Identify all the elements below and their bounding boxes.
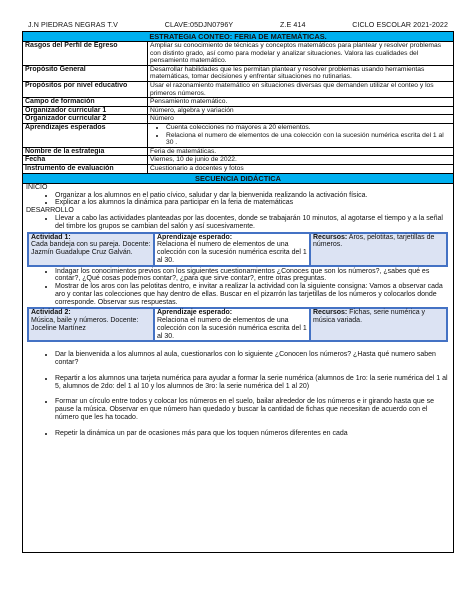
info-value: Viernes, 10 de junio de 2022. xyxy=(148,156,454,165)
info-row xyxy=(23,123,454,147)
info-label: Rasgos del Perfil de Egreso xyxy=(23,42,148,66)
activity-2-table xyxy=(27,307,448,342)
activity-1-row xyxy=(28,233,447,266)
info-value xyxy=(148,123,454,147)
info-value: Cuestionario a docentes y fotos xyxy=(148,164,454,173)
activity-2-learning-cell xyxy=(154,308,310,341)
inicio-item: • Organizar a los alumnos en el patio cívico, saludar y dar la bienvenida realizando la activación física. xyxy=(55,192,453,200)
info-label: Propósitos por nivel educativo xyxy=(23,81,148,97)
document-header xyxy=(22,20,454,31)
activity-1-learning: Relaciona el numero de elementos de una colección con la sucesión numérica escrita del 1 al 30. xyxy=(157,241,307,264)
strategy-banner: ESTRATEGIA CONTEO: FERIA DE MATEMÁTICAS. xyxy=(22,31,454,41)
inicio-list xyxy=(23,192,453,208)
info-value: Pensamiento matemático. xyxy=(148,98,454,107)
final-item: • Dar la bienvenida a los alumnos al aula, cuestionarlos con lo siguiente ¿Conocen los números? ¿Hasta qué numero saben contar? xyxy=(55,351,453,367)
activity-2-resources-cell xyxy=(310,308,447,341)
activity-1-desc: Cada bandeja con su pareja. Docente: Jazmín Guadalupe Cruz Galván. xyxy=(31,241,151,257)
school-zone: Z.E 414 xyxy=(279,21,306,29)
info-row xyxy=(23,164,454,173)
activity-1-learning-title: Aprendizaje esperado: xyxy=(157,233,233,241)
info-label: Instrumento de evaluación xyxy=(23,164,148,173)
mid-list xyxy=(23,268,453,307)
activity-1-title: Actividad 1: xyxy=(31,233,71,241)
school-name: J.N PIEDRAS NEGRAS T.V xyxy=(28,21,118,29)
strategy-info-table xyxy=(22,41,454,174)
info-row xyxy=(23,42,454,66)
inicio-item: • Explicar a los alumnos la dinámica para participar en la feria de matemáticas xyxy=(55,199,453,207)
activity-2-row xyxy=(28,308,447,341)
desarrollo-list xyxy=(23,215,453,231)
activity-1-table xyxy=(27,232,448,267)
school-cycle: CICLO ESCOLAR 2021-2022 xyxy=(352,21,448,29)
final-list xyxy=(23,351,453,437)
final-item: • Repetir la dinámica un par de ocasiones más para que los toquen números diferentes en cada xyxy=(55,430,453,438)
activity-2-desc: Música, baile y números. Docente: Joceline Martínez xyxy=(31,317,139,332)
activity-2-resources-title: Recursos: xyxy=(313,309,348,317)
info-value: Número, algebra y variación xyxy=(148,106,454,115)
phase-desarrollo-label: DESARROLLO xyxy=(26,207,74,215)
info-label: Organizador curricular 2 xyxy=(23,115,148,124)
info-row xyxy=(23,98,454,107)
mid-item: • Indagar los conocimientos previos con los siguientes cuestionamientos ¿Conoces que son los números?, ¿sabes qué es contar?, ¿Qué cosas podemos contar?, ¿para que sirve contar?, entre otras preguntas. xyxy=(55,268,453,284)
info-row xyxy=(23,106,454,115)
phase-inicio-label: INICIO xyxy=(26,183,48,191)
info-value: Feria de matemáticas. xyxy=(148,147,454,156)
info-label: Aprendizajes esperados xyxy=(23,123,148,147)
activity-2-resources: Fichas, serie numérica y música variada. xyxy=(313,309,426,325)
info-label: Propósito General xyxy=(23,65,148,81)
mid-item: • Mostrar de los aros con las pelotitas dentro, e invitar a realizar la actividad con la siguiente consigna: Vamos a observar cada aro y contar las colecciones que hay dentro de ellas. Buscar en el pizarrón las tarjetillas de los números y colocarlos donde corresponde. Observar sus respuestas. xyxy=(55,283,453,306)
info-label: Organizador curricular 1 xyxy=(23,106,148,115)
info-label: Campo de formación xyxy=(23,98,148,107)
info-value: Ampliar su conocimiento de técnicas y conceptos matemáticos para plantear y resolver problemas con distinto grado, así como para modelar y analizar situaciones. Valora las cualidades del pensamiento matemático. xyxy=(148,42,454,66)
final-item: • Formar un círculo entre todos y colocar los números en el suelo, bailar alrededor de los números e ir girando hasta que se pause la música. Observar en que número han quedado y buscar la cantidad de fichas que necesitan de acuerdo con el número que les ha tocado. xyxy=(55,398,453,421)
activity-1-resources: Aros, pelotitas, tarjetillas de números. xyxy=(313,233,435,249)
didactic-sequence xyxy=(22,174,454,553)
info-label: Nombre de la estrategia xyxy=(23,147,148,156)
activity-2-title: Actividad 2: xyxy=(31,309,71,317)
learning-item: • Relaciona el numero de elementos de una colección con la sucesión numérica escrita del 1 al 30 . xyxy=(166,132,451,147)
info-value: Número xyxy=(148,115,454,124)
activity-2-learning-title: Aprendizaje esperado: xyxy=(157,309,233,317)
info-value: Desarrollar habilidades que les permitan plantear y resolver problemas usando herramientas matemáticas, tomar decisiones y enfrentar situaciones no rutinarias. xyxy=(148,65,454,81)
school-key: CLAVE:05DJN0796Y xyxy=(164,21,234,29)
activity-1-learning-cell xyxy=(154,233,310,266)
info-row xyxy=(23,81,454,97)
activity-1-resources-title: Recursos: xyxy=(313,233,348,241)
learning-list xyxy=(150,124,451,147)
info-row xyxy=(23,65,454,81)
activity-1-cell xyxy=(28,233,154,266)
final-item: • Repartir a los alumnos una tarjeta numérica para ayudar a formar la serie numérica (alumnos de 1ro: la serie numérica del 1 al 5, alumnos de 2do: del 1 al 10 y los alumnos de 3ro: la serie numérica del 1 al 20) xyxy=(55,375,453,391)
info-label: Fecha xyxy=(23,156,148,165)
info-row xyxy=(23,115,454,124)
activity-2-cell xyxy=(28,308,154,341)
sequence-title: SECUENCIA DIDÁCTICA xyxy=(23,174,453,184)
info-row xyxy=(23,147,454,156)
desarrollo-item: • Llevar a cabo las actividades planteadas por las docentes, donde se trabajarán 10 minutos, al agotarse el tiempo y a la señal del timbre los grupos se cambian del salón y así sucesivamente. xyxy=(55,215,453,231)
info-row xyxy=(23,156,454,165)
activity-1-resources-cell xyxy=(310,233,447,266)
info-value: Usar el razonamiento matemático en situaciones diversas que demanden utilizar el conteo y los primeros números. xyxy=(148,81,454,97)
activity-2-learning: Relaciona el numero de elementos de una colección con la sucesión numérica escrita del 1 al 30. xyxy=(157,317,307,340)
document-page xyxy=(22,20,454,553)
learning-item: • Cuenta colecciones no mayores a 20 elementos. xyxy=(166,124,451,132)
